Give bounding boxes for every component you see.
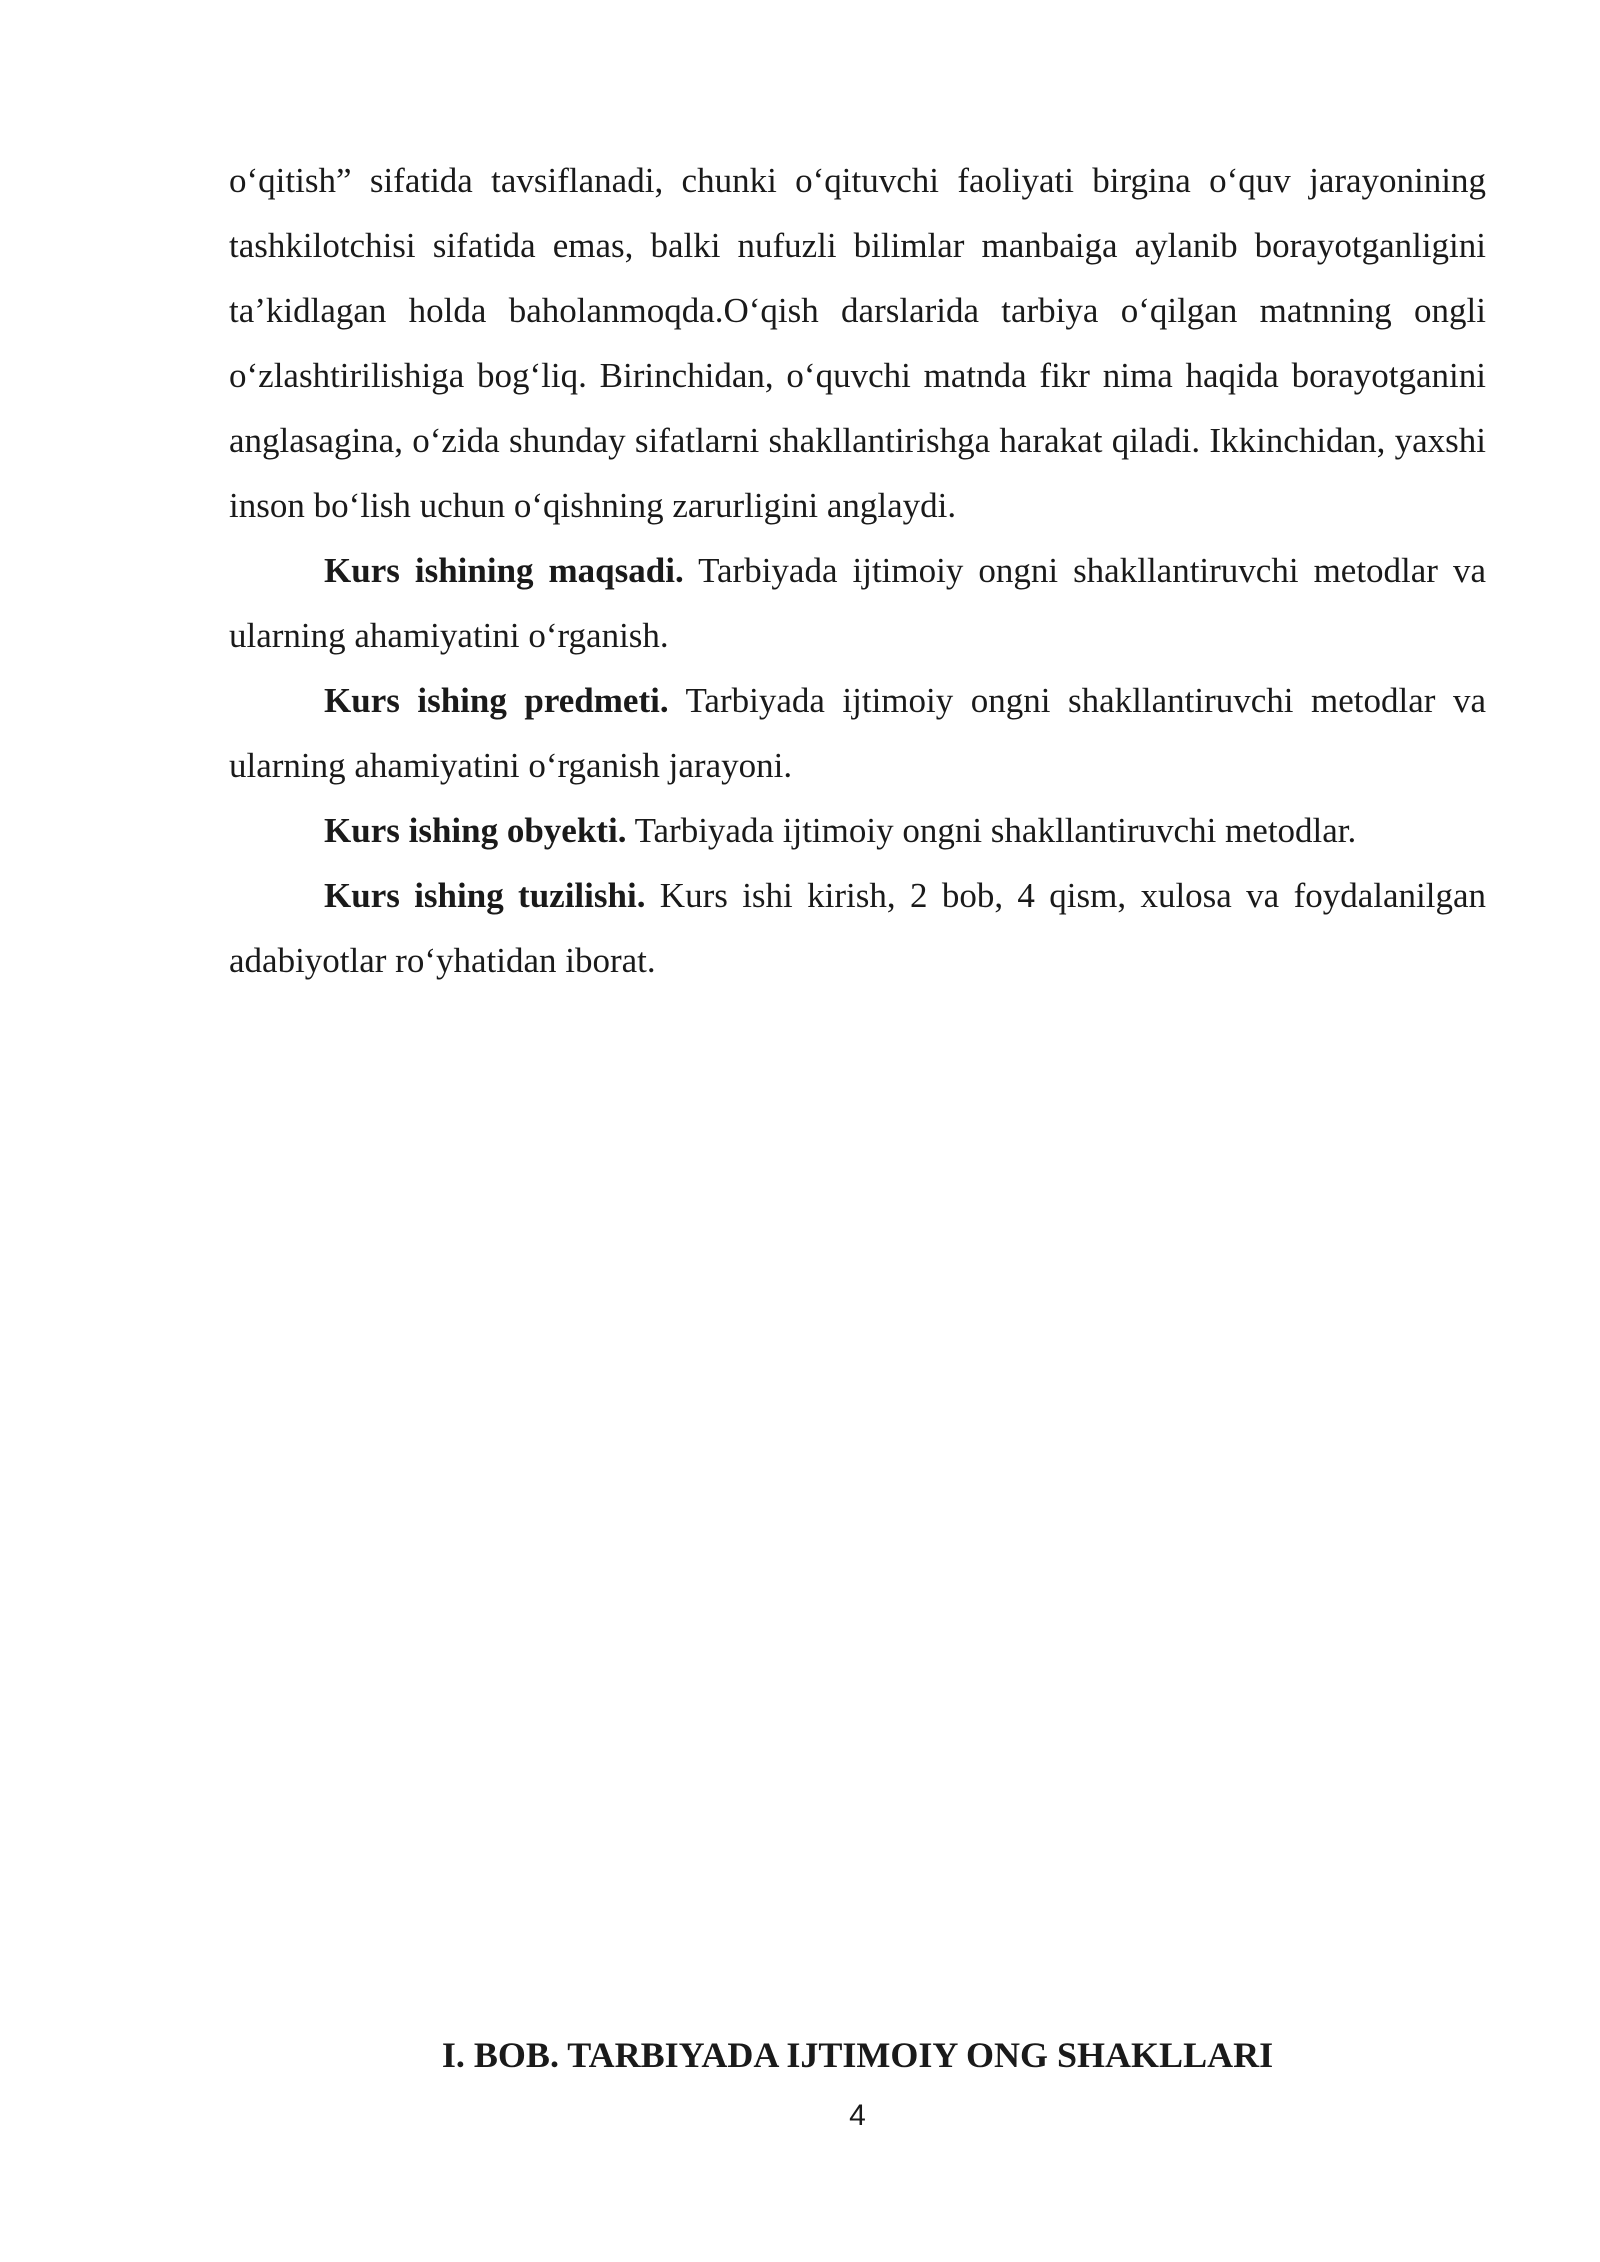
object-heading: Kurs ishing obyekti. xyxy=(324,811,627,850)
paragraph-goal xyxy=(229,538,1486,668)
paragraph-subject xyxy=(229,668,1486,798)
goal-text: Tarbiyada ijtimoiy ongni shakllantiruvchi metodlar va ularning ahamiyatini o‘rganish. xyxy=(229,551,1486,655)
structure-text: Kurs ishi kirish, 2 bob, 4 qism, xulosa va foydalanilgan adabiyotlar ro‘yhatidan iborat. xyxy=(229,876,1487,980)
subject-text: Tarbiyada ijtimoiy ongni shakllantiruvchi metodlar va ularning ahamiyatini o‘rganish jarayoni. xyxy=(229,681,1486,785)
structure-heading: Kurs ishing tuzilishi. xyxy=(324,876,646,915)
goal-heading: Kurs ishining maqsadi. xyxy=(324,551,684,590)
paragraph-text: o‘qitish” sifatida tavsiflanadi, chunki o‘qituvchi faoliyati birgina o‘quv jarayonining tashkilotchisi sifatida emas, balki nufuzli bilimlar manbaiga aylanib borayotganligini ta’kidlagan holda baholanmoqda.O‘qish darslarida tarbiya o‘qilgan matnning ongli o‘zlashtirilishiga bog‘liq. Birinchidan, o‘quvchi matnda fikr nima haqida borayotganini anglasagina, o‘zida shunday sifatlarni shakllantirishga harakat qiladi. Ikkinchidan, yaxshi inson bo‘lish uchun o‘qishning zarurligini anglaydi. xyxy=(229,161,1486,525)
paragraph-object xyxy=(229,798,1486,863)
chapter-heading: I. BOB. TARBIYADA IJTIMOIY ONG SHAKLLARI xyxy=(441,2035,1274,2075)
paragraph-continuation xyxy=(229,148,1486,538)
paragraph-structure xyxy=(229,863,1486,993)
page-number: 4 xyxy=(849,2099,866,2132)
subject-heading: Kurs ishing predmeti. xyxy=(324,681,669,720)
object-text: Tarbiyada ijtimoiy ongni shakllantiruvchi metodlar. xyxy=(626,811,1357,850)
body-text xyxy=(229,148,1486,993)
